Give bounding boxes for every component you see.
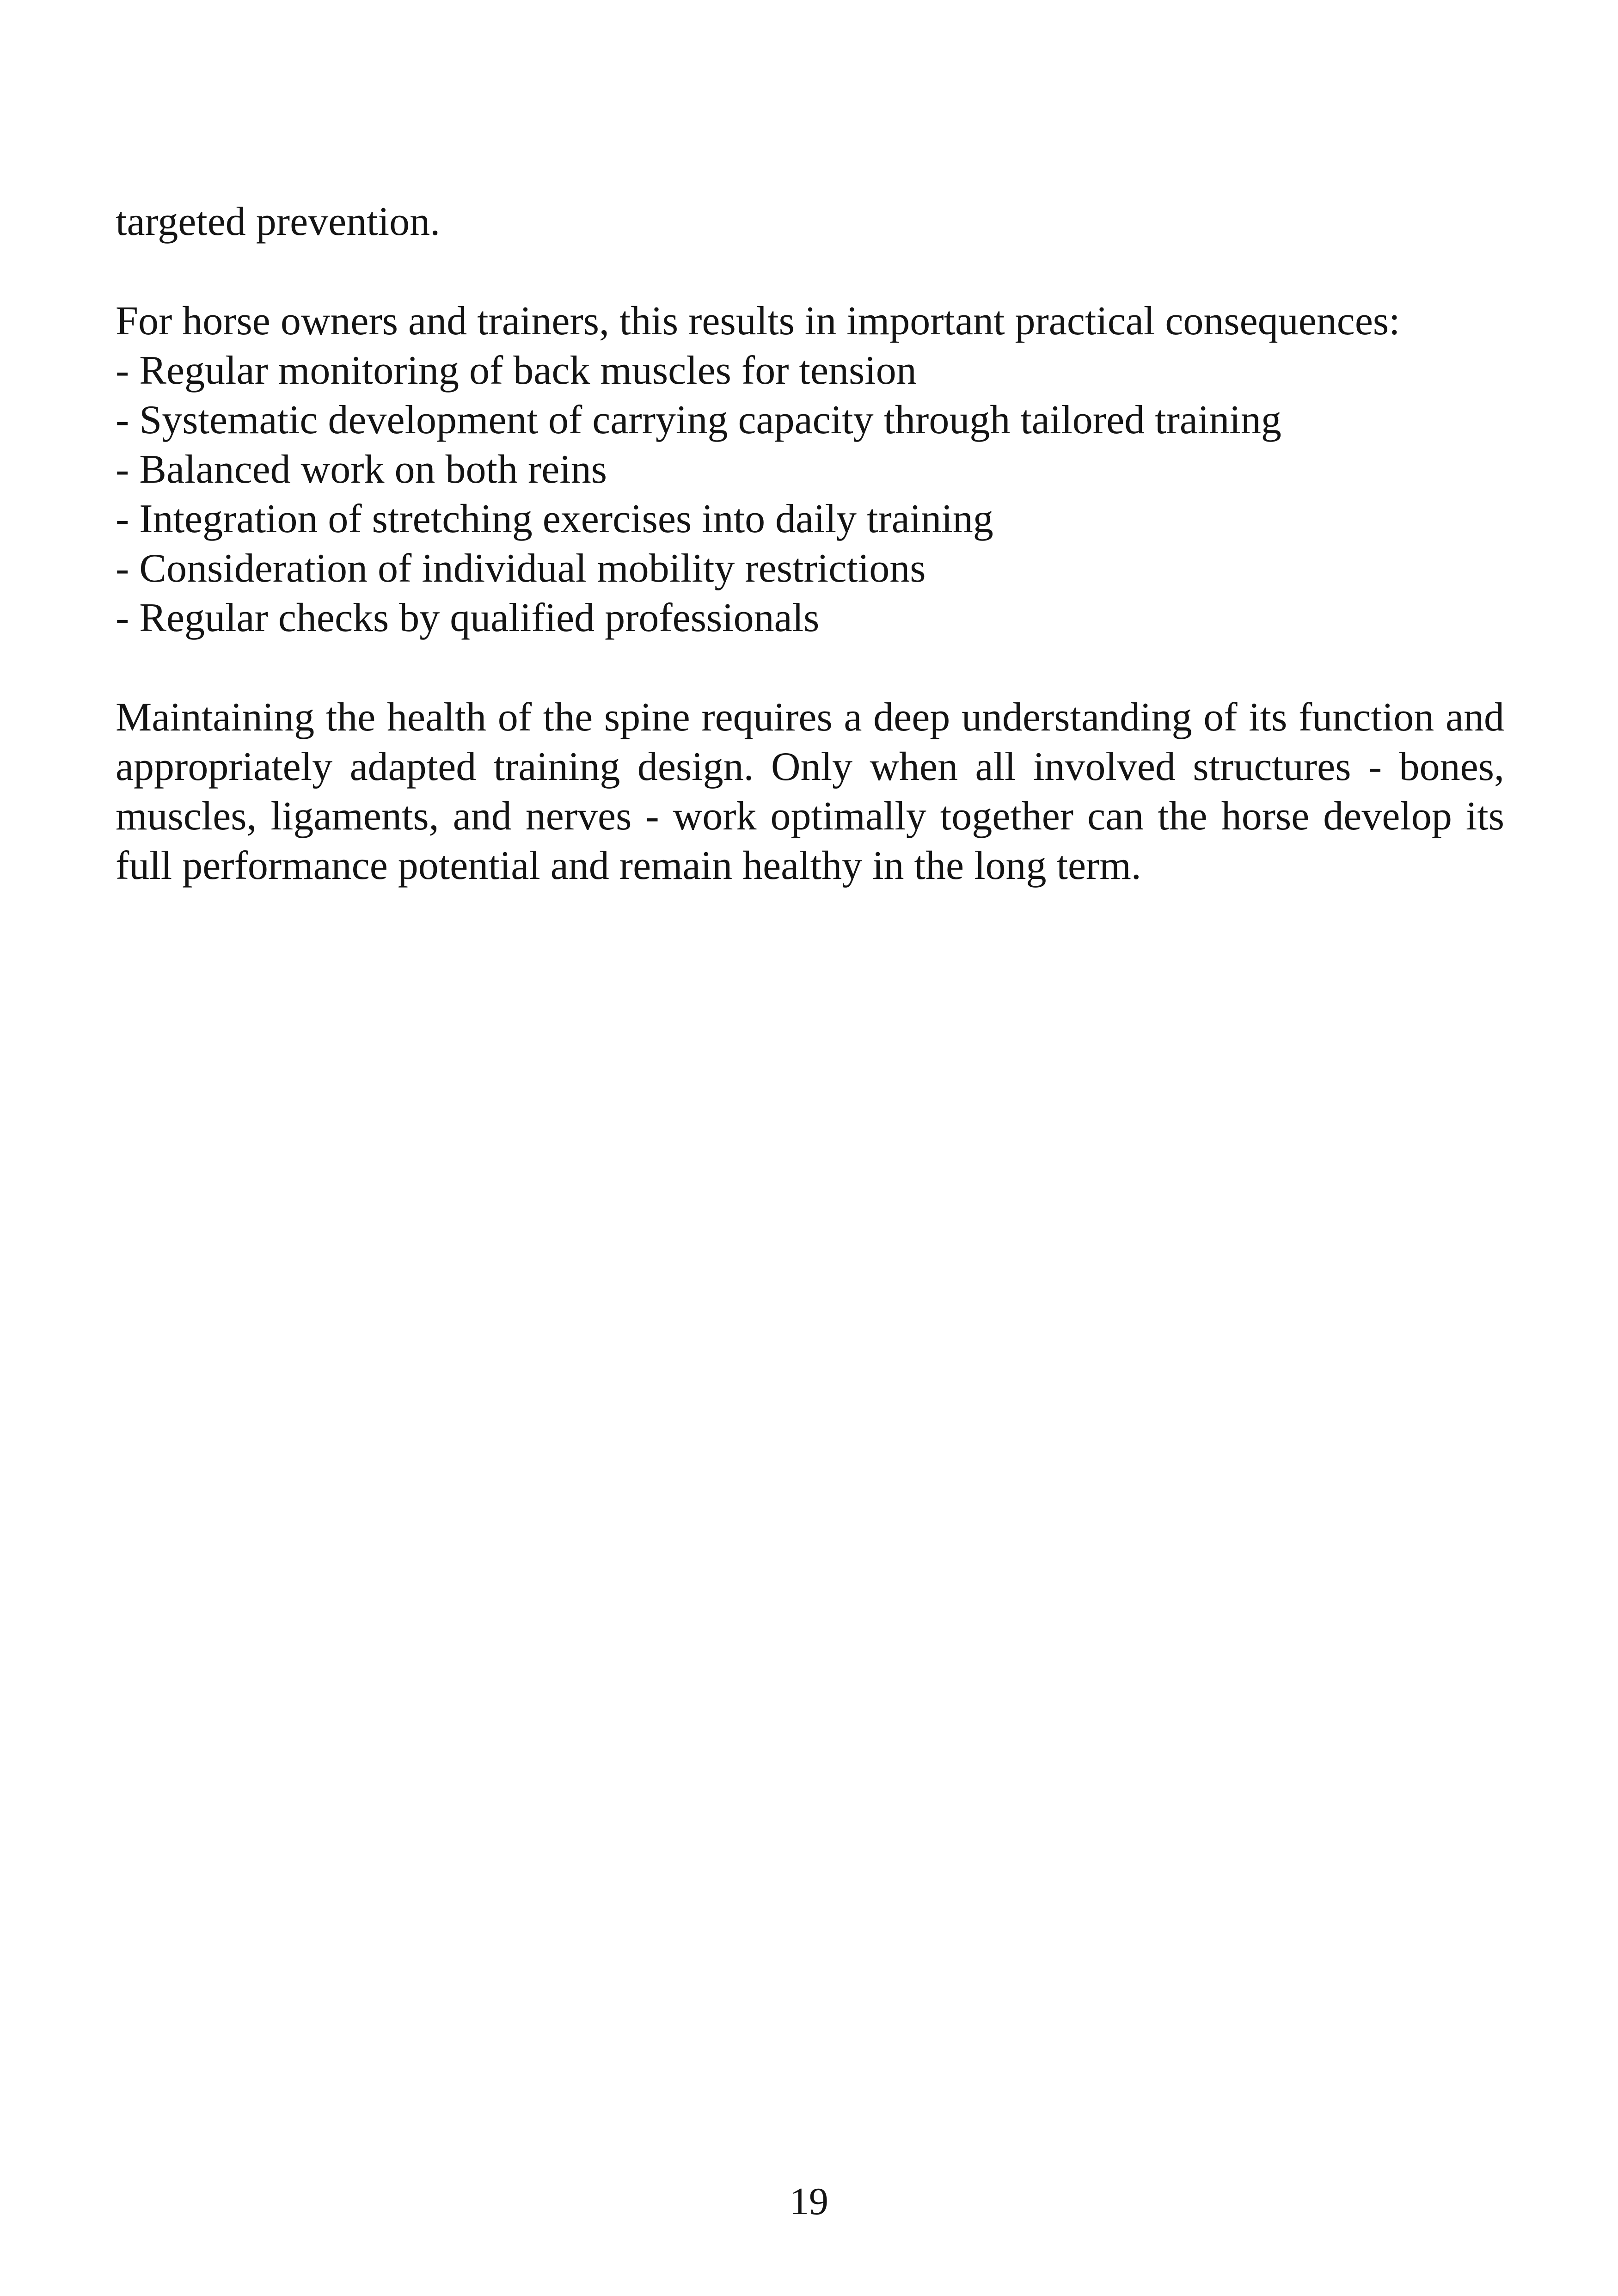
page-body xyxy=(116,197,1504,890)
list-item: - Systematic development of carrying capacity through tailored training xyxy=(116,398,1281,442)
list-item: - Regular checks by qualified professionals xyxy=(116,595,820,640)
closing-paragraph: Maintaining the health of the spine requires a deep understanding of its function and appropriately adapted training design. Only when all involved structures - bones, muscles, ligaments, and nerves - work optimally together can the horse develop its full performance potential and remain healthy in the long term. xyxy=(116,695,1504,888)
list-item: - Regular monitoring of back muscles for tension xyxy=(116,348,917,393)
recommendations-list xyxy=(116,346,1504,643)
opening-fragment: targeted prevention. xyxy=(116,199,441,244)
list-item: - Consideration of individual mobility restrictions xyxy=(116,546,926,591)
list-item: - Balanced work on both reins xyxy=(116,447,607,492)
page-number: 19 xyxy=(790,2180,828,2223)
paragraph-gap xyxy=(116,643,1504,693)
paragraph-gap xyxy=(116,246,1504,296)
list-item: - Integration of stretching exercises into daily training xyxy=(116,497,993,541)
intro-paragraph: For horse owners and trainers, this results in important practical consequences: xyxy=(116,299,1400,344)
